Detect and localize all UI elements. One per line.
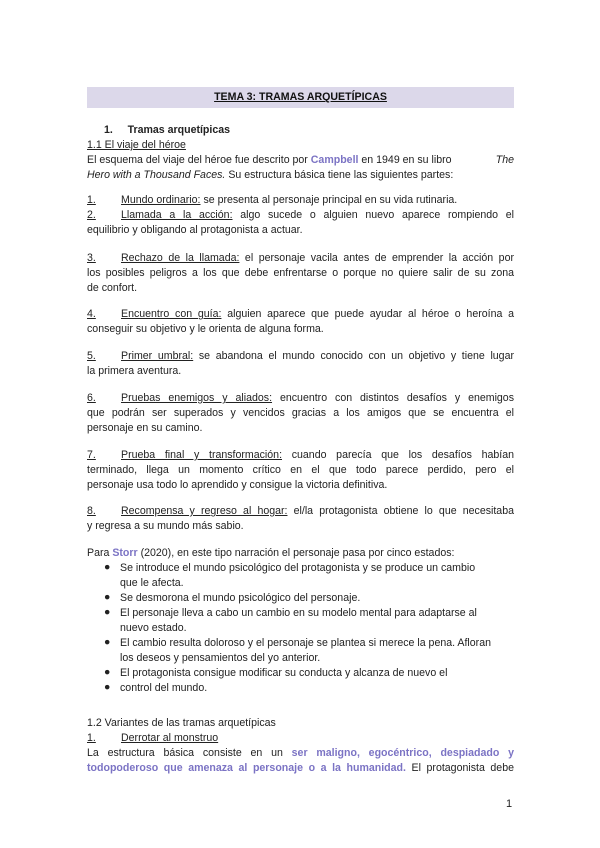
bullet-icon: ● <box>104 561 111 573</box>
step-3 <box>87 251 514 266</box>
bullet-icon: ● <box>104 681 111 693</box>
list-item: Se introduce el mundo psicológico del protagonista y se produce un cambio <box>120 562 476 574</box>
section-heading-number: 1. <box>104 124 113 136</box>
page-number: 1 <box>506 798 513 810</box>
step-4-cont: conseguir su objetivo y le orienta de alguna forma. <box>87 323 324 335</box>
intro-line-1 <box>87 153 514 168</box>
list-item-cont: los deseos y pensamientos del yo anterior. <box>120 652 321 664</box>
step-8-cont: y regresa a su mundo más sabio. <box>87 520 244 532</box>
step-text: alguien aparece que puede ayudar al héroe o heroína a <box>221 308 515 320</box>
step-4 <box>87 307 514 322</box>
step-text: encuentro con distintos desafíos y enemigos <box>272 392 514 404</box>
variant-text: El protagonista debe <box>405 762 514 774</box>
step-number: 4. <box>87 308 96 320</box>
step-number: 2. <box>87 209 96 221</box>
step-2-cont: equilibrio y obligando al protagonista a actuar. <box>87 224 303 236</box>
step-label: Recompensa y regreso al hogar: <box>121 505 288 517</box>
intro-text: El esquema del viaje del héroe fue descrito por <box>87 154 311 166</box>
step-8 <box>87 504 514 519</box>
step-text: se abandona el mundo conocido con un objetivo y tiene lugar <box>193 350 514 362</box>
step-7-cont: personaje usa todo lo aprendido y consigue la victoria definitiva. <box>87 479 388 491</box>
bullet-icon: ● <box>104 666 111 678</box>
step-text: el personaje vacila antes de emprender la acción por <box>239 252 514 264</box>
step-3-cont: de confort. <box>87 282 138 294</box>
step-label: Mundo ordinario: <box>121 194 201 206</box>
title-bar <box>87 87 514 108</box>
list-item: El protagonista consigue modificar su conducta y alcanza de nuevo el <box>120 667 448 679</box>
step-1 <box>87 193 514 208</box>
bullet-icon: ● <box>104 606 111 618</box>
list-item: control del mundo. <box>120 682 208 694</box>
storr-text: Para <box>87 547 113 559</box>
intro-text: en 1949 en su libro <box>358 154 452 166</box>
step-3-cont: los posibles peligros a los que debe enfrentarse o porque no quiere salir de su zona <box>87 267 514 279</box>
step-text: algo sucede o alguien nuevo aparece rompiendo el <box>232 209 514 221</box>
variant-number: 1. <box>87 732 96 744</box>
step-label: Prueba final y transformación: <box>121 449 283 461</box>
storr-text: (2020), en este tipo narración el personaje pasa por cinco estados: <box>137 547 455 559</box>
section-heading-text: Tramas arquetípicas <box>127 124 231 136</box>
book-title: The <box>495 154 514 166</box>
list-item: Se desmorona el mundo psicológico del personaje. <box>120 592 361 604</box>
variant-text-1 <box>87 746 514 761</box>
step-number: 8. <box>87 505 96 517</box>
variant-highlight: ser maligno, egocéntrico, despiadado y <box>291 747 514 759</box>
step-number: 6. <box>87 392 96 404</box>
intro-text: Su estructura básica tiene las siguientes partes: <box>225 169 454 181</box>
step-number: 3. <box>87 252 96 264</box>
step-6-cont: personaje en su camino. <box>87 422 203 434</box>
bullet-icon: ● <box>104 636 111 648</box>
subsection-heading: 1.1 El viaje del héroe <box>87 139 186 151</box>
step-7 <box>87 448 514 463</box>
list-item: El cambio resulta doloroso y el personaje se plantea si merece la pena. Afloran <box>120 637 491 649</box>
list-item: El personaje lleva a cabo un cambio en su modelo mental para adaptarse al <box>120 607 477 619</box>
step-7-cont: terminado, llega un momento crítico en el que todo parece perdido, pero el <box>87 464 514 476</box>
step-2 <box>87 208 514 223</box>
step-number: 1. <box>87 194 96 206</box>
step-label: Primer umbral: <box>121 350 194 362</box>
step-5-cont: la primera aventura. <box>87 365 182 377</box>
step-text: el/la protagonista obtiene lo que necesitaba <box>287 505 514 517</box>
step-label: Llamada a la acción: <box>121 209 233 221</box>
book-title: Hero with a Thousand Faces. <box>87 169 226 181</box>
list-item-cont: nuevo estado. <box>120 622 187 634</box>
step-text: se presenta al personaje principal en su vida rutinaria. <box>200 194 458 206</box>
step-number: 5. <box>87 350 96 362</box>
section-heading <box>104 123 531 138</box>
page-title: TEMA 3: TRAMAS ARQUETÍPICAS <box>214 91 387 103</box>
bullet-icon: ● <box>104 591 111 603</box>
intro-line-2 <box>87 168 514 183</box>
step-5 <box>87 349 514 364</box>
step-6-cont: que podrán ser superados y vencidos gracias a los amigos que se encuentra el <box>87 407 514 419</box>
variant-text: La estructura básica consiste en un <box>87 747 292 759</box>
step-label: Pruebas enemigos y aliados: <box>121 392 273 404</box>
step-text: cuando parecía que los desafíos habían <box>282 449 514 461</box>
storr-intro <box>87 546 514 561</box>
author-storr: Storr <box>112 547 138 559</box>
step-label: Encuentro con guía: <box>121 308 222 320</box>
author-campbell: Campbell <box>310 154 359 166</box>
list-item-cont: que le afecta. <box>120 577 184 589</box>
step-label: Rechazo de la llamada: <box>121 252 240 264</box>
variant-item-1 <box>87 731 514 746</box>
subsection-heading-2: 1.2 Variantes de las tramas arquetípicas <box>87 717 276 729</box>
step-6 <box>87 391 514 406</box>
variant-label: Derrotar al monstruo <box>121 732 219 744</box>
variant-highlight: todopoderoso que amenaza al personaje o a la humanidad. <box>87 762 406 774</box>
variant-text-2 <box>87 761 514 776</box>
step-number: 7. <box>87 449 96 461</box>
